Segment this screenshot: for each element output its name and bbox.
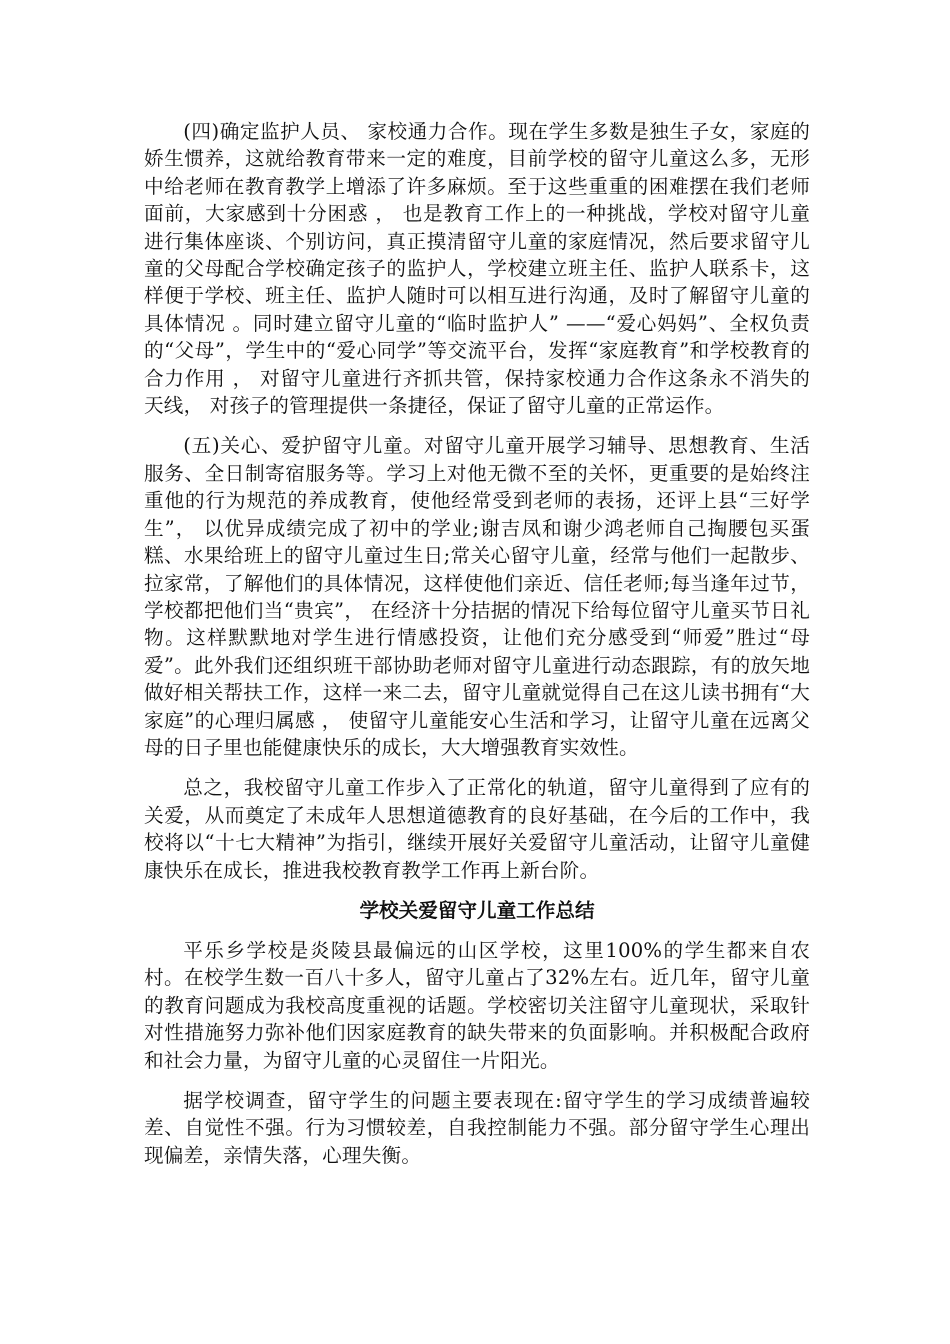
paragraph-guardian-cooperation: (四)确定监护人员、 家校通力合作。现在学生多数是独生子女，家庭的娇生惯养，这就给教育带来一定的难度，目前学校的留守儿童这么多，无形中给老师在教育教学上增添了许多麻烦。至于这些重重的困难摆在我们老师面前，大家感到十分困惑 ， 也是教育工作上的一种挑战，学校对留守儿童进行集体座谈、个别访问，真正摸清留守儿童的家庭情况，然后要求留守儿童的父母配合学校确定孩子的监护人，学校建立班主任、监护人联系卡，这样便于学校、班主任、监护人随时可以相互进行沟通，及时了解留守儿童的具体情况 。同时建立留守儿童的“临时监护人” ——“爱心妈妈”、全权负责的“父母”，学生中的“爱心同学”等交流平台，发挥“家庭教育”和学校教育的合力作用 ， 对留守儿童进行齐抓共管，保持家校通力合作这条永不消失的天线， 对孩子的管理提供一条捷径，保证了留守儿童的正常运作。 <box>144 120 810 418</box>
paragraph-survey-findings: 据学校调查，留守学生的问题主要表现在:留守学生的学习成绩普遍较差、自觉性不强。行为习惯较差，自我控制能力不强。部分留守学生心理出现偏差，亲情失落，心理失衡。 <box>144 1089 810 1167</box>
paragraph-school-intro: 平乐乡学校是炎陵县最偏远的山区学校，这里100%的学生都来自农村。在校学生数一百八十多人，留守儿童占了32%左右。近几年，留守儿童的教育问题成为我校高度重视的话题。学校密切关注留守儿童现状，采取针对性措施努力弥补他们因家庭教育的缺失带来的负面影响。并积极配合政府和社会力量，为留守儿童的心灵留住一片阳光。 <box>144 938 810 1072</box>
document-body <box>144 118 810 1182</box>
section-heading: 学校关爱留守儿童工作总结 <box>359 898 595 922</box>
paragraph-care-for-children: (五)关心、爱护留守儿童。对留守儿童开展学习辅导、思想教育、生活服务、全日制寄宿服务等。学习上对他无微不至的关怀，更重要的是始终注重他的行为规范的养成教育，使他经常受到老师的表扬，还评上县“三好学生”， 以优异成绩完成了初中的学业;谢吉凤和谢少鸿老师自己掏腰包买蛋糕、水果给班上的留守儿童过生日;常关心留守儿童，经常与他们一起散步、拉家常，了解他们的具体情况，这样使他们亲近、信任老师;每当逢年过节，学校都把他们当“贵宾”， 在经济十分拮据的情况下给每位留守儿童买节日礼物。这样默默地对学生进行情感投资，让他们充分感受到“师爱”胜过“母爱”。此外我们还组织班干部协助老师对留守儿童进行动态跟踪，有的放矢地做好相关帮扶工作，这样一来二去，留守儿童就觉得自己在这儿读书拥有“大家庭”的心理归属感 ， 使留守儿童能安心生活和学习，让留守儿童在远离父母的日子里也能健康快乐的成长，大大增强教育实效性。 <box>144 434 810 759</box>
paragraph-conclusion: 总之，我校留守儿童工作步入了正常化的轨道，留守儿童得到了应有的关爱，从而奠定了未成年人思想道德教育的良好基础，在今后的工作中，我校将以“十七大精神”为指引，继续开展好关爱留守儿童活动，让留守儿童健康快乐在成长，推进我校教育教学工作再上新台阶。 <box>144 776 810 882</box>
